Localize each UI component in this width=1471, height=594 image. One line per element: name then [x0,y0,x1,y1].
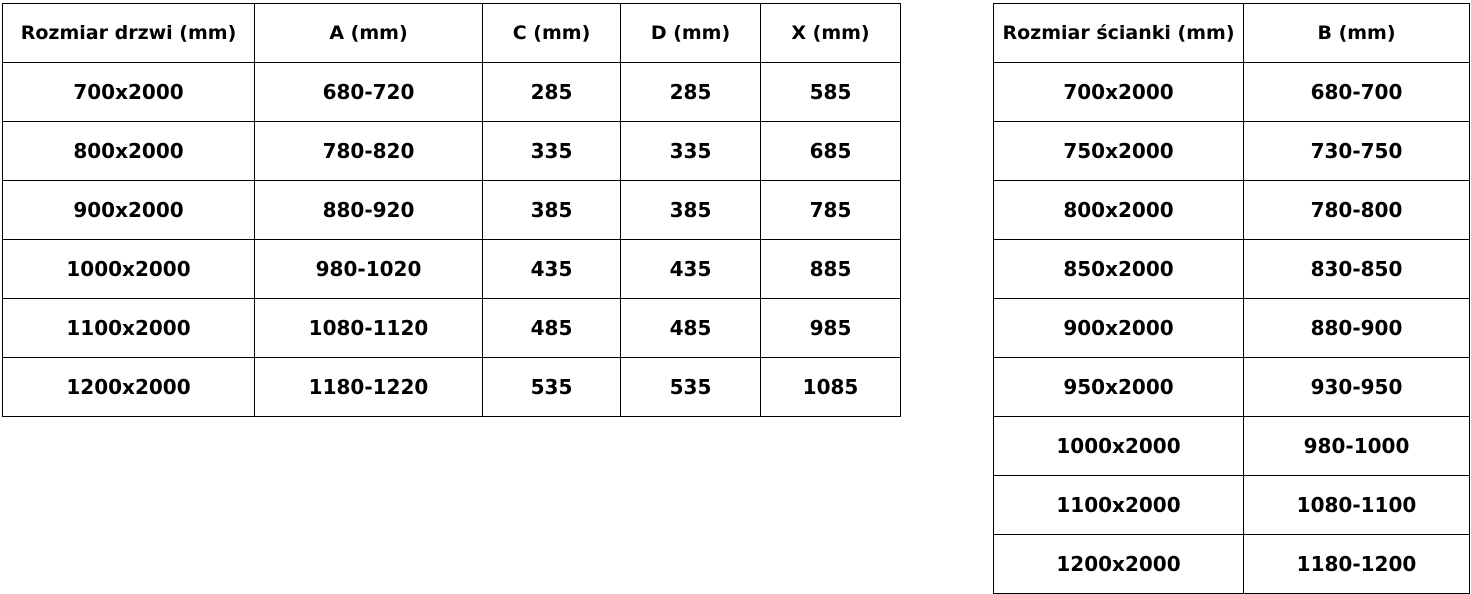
column-header-c: C (mm) [483,4,621,63]
cell-wall-size: 1000x2000 [994,417,1244,476]
cell-d: 285 [621,63,761,122]
cell-wall-size: 1200x2000 [994,535,1244,594]
cell-b: 980-1000 [1244,417,1470,476]
cell-x: 685 [761,122,901,181]
cell-c: 435 [483,240,621,299]
cell-b: 730-750 [1244,122,1470,181]
cell-d: 335 [621,122,761,181]
cell-x: 885 [761,240,901,299]
table-row [3,240,901,299]
cell-a: 1180-1220 [255,358,483,417]
table-row [3,299,901,358]
cell-door-size: 1100x2000 [3,299,255,358]
doors-dimensions-table [2,3,901,417]
table-header-row [994,4,1470,63]
cell-door-size: 1200x2000 [3,358,255,417]
cell-wall-size: 1100x2000 [994,476,1244,535]
cell-wall-size: 900x2000 [994,299,1244,358]
column-header-a: A (mm) [255,4,483,63]
column-header-d: D (mm) [621,4,761,63]
cell-b: 830-850 [1244,240,1470,299]
cell-d: 385 [621,181,761,240]
table-row [994,299,1470,358]
cell-c: 535 [483,358,621,417]
cell-c: 485 [483,299,621,358]
table-row [994,63,1470,122]
cell-a: 980-1020 [255,240,483,299]
table-row [994,358,1470,417]
cell-b: 680-700 [1244,63,1470,122]
cell-d: 435 [621,240,761,299]
cell-a: 1080-1120 [255,299,483,358]
cell-wall-size: 950x2000 [994,358,1244,417]
cell-b: 1080-1100 [1244,476,1470,535]
cell-door-size: 1000x2000 [3,240,255,299]
column-header-door-size: Rozmiar drzwi (mm) [3,4,255,63]
cell-c: 285 [483,63,621,122]
cell-a: 880-920 [255,181,483,240]
cell-wall-size: 850x2000 [994,240,1244,299]
cell-b: 780-800 [1244,181,1470,240]
cell-b: 880-900 [1244,299,1470,358]
cell-c: 335 [483,122,621,181]
table-row [994,417,1470,476]
cell-wall-size: 800x2000 [994,181,1244,240]
table-row [994,240,1470,299]
table-row [3,358,901,417]
table-row [3,63,901,122]
cell-door-size: 900x2000 [3,181,255,240]
table-row [994,181,1470,240]
cell-wall-size: 750x2000 [994,122,1244,181]
column-header-b: B (mm) [1244,4,1470,63]
table-row [994,476,1470,535]
cell-door-size: 800x2000 [3,122,255,181]
column-header-wall-size: Rozmiar ścianki (mm) [994,4,1244,63]
cell-d: 485 [621,299,761,358]
cell-c: 385 [483,181,621,240]
cell-x: 585 [761,63,901,122]
table-header-row [3,4,901,63]
cell-d: 535 [621,358,761,417]
cell-b: 930-950 [1244,358,1470,417]
cell-x: 1085 [761,358,901,417]
cell-x: 785 [761,181,901,240]
cell-wall-size: 700x2000 [994,63,1244,122]
table-row [994,122,1470,181]
table-row [3,181,901,240]
cell-x: 985 [761,299,901,358]
cell-door-size: 700x2000 [3,63,255,122]
table-row [3,122,901,181]
cell-b: 1180-1200 [1244,535,1470,594]
column-header-x: X (mm) [761,4,901,63]
cell-a: 680-720 [255,63,483,122]
cell-a: 780-820 [255,122,483,181]
table-row [994,535,1470,594]
wall-dimensions-table [993,3,1470,594]
